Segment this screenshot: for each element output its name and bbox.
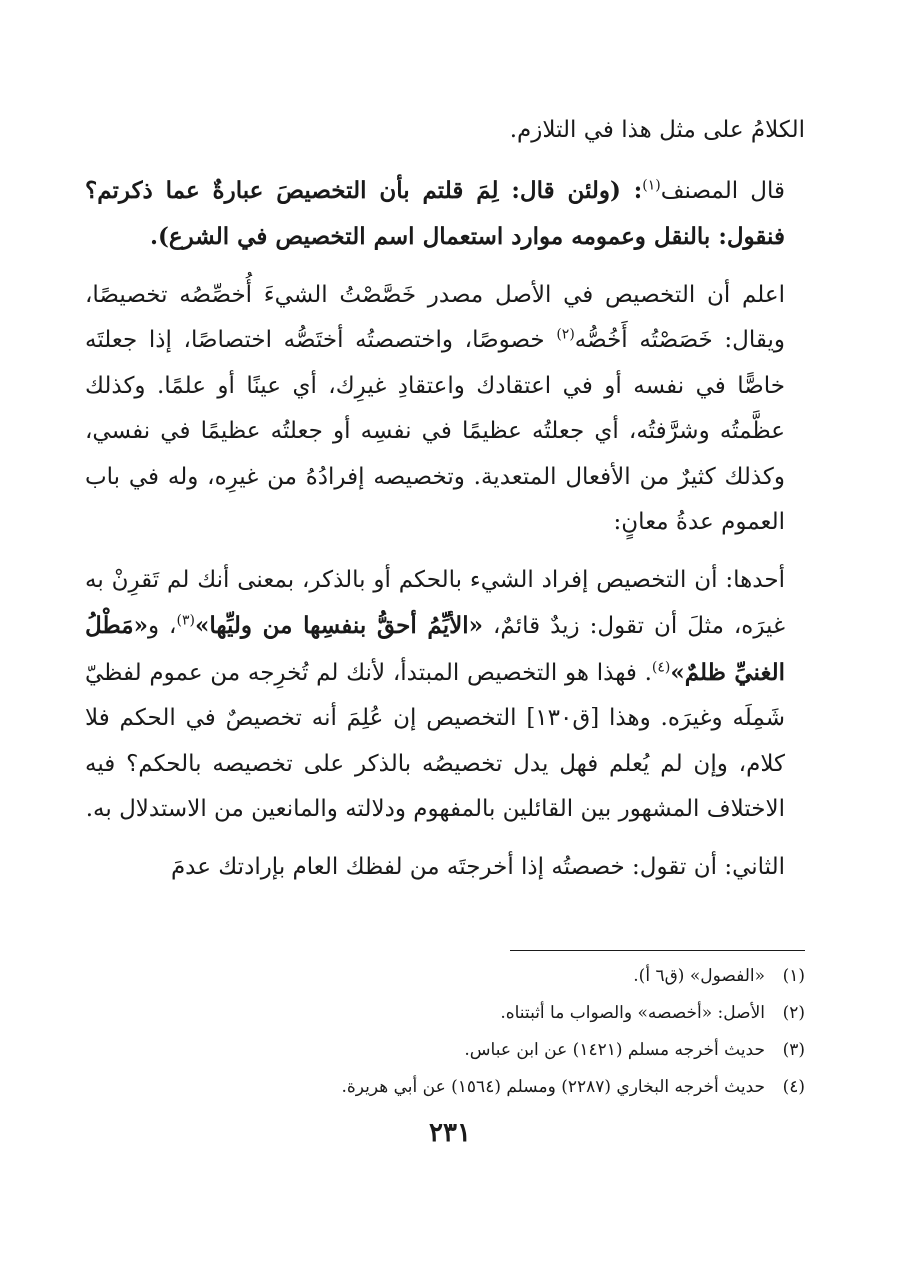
footnote-text: «الفصول» (ق٦ أ). [633, 966, 765, 986]
footnote-text: الأصل: «أخصصه» والصواب ما أثبتناه. [500, 1003, 765, 1023]
footnote-number: (٢) [782, 1003, 805, 1023]
hadith-quote-1: «الأيِّمُ أحقُّ بنفسِها من وليِّها» [194, 612, 483, 639]
footnote-number: (٤) [782, 1077, 805, 1097]
footnote-ref-4: (٤) [651, 658, 671, 675]
paragraph-text-part2: خصوصًا، واختصصتُه أختَصُّه اختصاصًا، إذا جعلتَه خاصًّا في نفسه أو في اعتقادك واعتقادِ غيرِك، أي عينًا أو علمًا. وكذلك عظَّمتُه وشرَّفتُه، أي جعلتُه عظيمًا في نفسِه أو جعلتُه عظيمًا في نفسي، وكذلك كثيرٌ من الأفعال المتعدية. وتخصيصه إفرادُهُ من غيرِه، وله في باب العموم عدةُ معانٍ: [85, 327, 785, 535]
footnote-text: حديث أخرجه مسلم (١٤٢١) عن ابن عباس. [464, 1040, 765, 1060]
paragraph-lead: قال المصنف [660, 177, 785, 204]
paragraph-first-meaning [85, 558, 805, 833]
paragraph-author-quote [85, 168, 805, 261]
footnote-ref-2: (٢) [556, 326, 575, 343]
footnote-text: حديث أخرجه البخاري (٢٢٨٧) ومسلم (١٥٦٤) عن أبي هريرة. [341, 1077, 765, 1097]
paragraph-second-meaning [85, 845, 805, 891]
paragraph-text-part2: ، و [147, 613, 177, 639]
main-text [85, 108, 805, 902]
paragraph-text-part3: . فهذا هو التخصيص المبتدأ، لأنك لم تُخرِجه من عموم لفظيّ شَمِلَه وغيرَه. وهذا [ق١٣٠] التخصيص إن عُلِمَ أنه تخصيصٌ في الحكم فلا كلام، وإن لم يُعلم فهل يدل تخصيصُه بالذكر على تخصيصه بالحكم؟ فيه الاختلاف المشهور بين القائلين بالمفهوم ودلالته والمانعين من الاستدلال به. [85, 659, 785, 822]
footnote-number: (٣) [782, 1040, 805, 1060]
paragraph-text: الكلامُ على مثل هذا في التلازم. [509, 117, 805, 143]
footnote-1 [85, 958, 805, 995]
paragraph-definition [85, 273, 805, 546]
author-quote-text: : (ولئن قال: لِمَ قلتم بأن التخصيصَ عبارةٌ عما ذكرتم؟ فنقول: بالنقل وعمومه موارد استعمال اسم التخصيص في الشرع). [85, 176, 785, 250]
footnotes-list [85, 958, 805, 1106]
footnote-divider [510, 950, 805, 951]
paragraph-text-part1: أحدها: أن التخصيص إفراد الشيء بالحكم أو بالذكر، بمعنى أنك لم تَقرِنْ به غيرَه، مثلَ أن تقول: زيدٌ قائمٌ، [85, 566, 786, 639]
paragraph-text-part1: اعلم أن التخصيص في الأصل مصدر خَصَّصْتُ الشيءَ أُخصِّصُه تخصيصًا، ويقال: خَصَصْتُه أَخُصُّه [85, 281, 786, 353]
footnote-ref-1: (١) [642, 176, 661, 193]
footnote-4 [85, 1069, 805, 1106]
footnote-ref-3: (٣) [176, 612, 195, 629]
hadith-quote-2: «مَطْلُ الغنيِّ ظلمٌ» [85, 612, 785, 686]
footnote-2 [85, 995, 805, 1032]
paragraph-continuation [85, 108, 805, 154]
paragraph-text: الثاني: أن تقول: خصصتُه إذا أخرجتَه من لفظك العام بإرادتك عدمَ [170, 853, 785, 880]
footnote-3 [85, 1032, 805, 1069]
page-number: ٢٣١ [429, 1118, 471, 1148]
footnote-number: (١) [782, 966, 805, 986]
